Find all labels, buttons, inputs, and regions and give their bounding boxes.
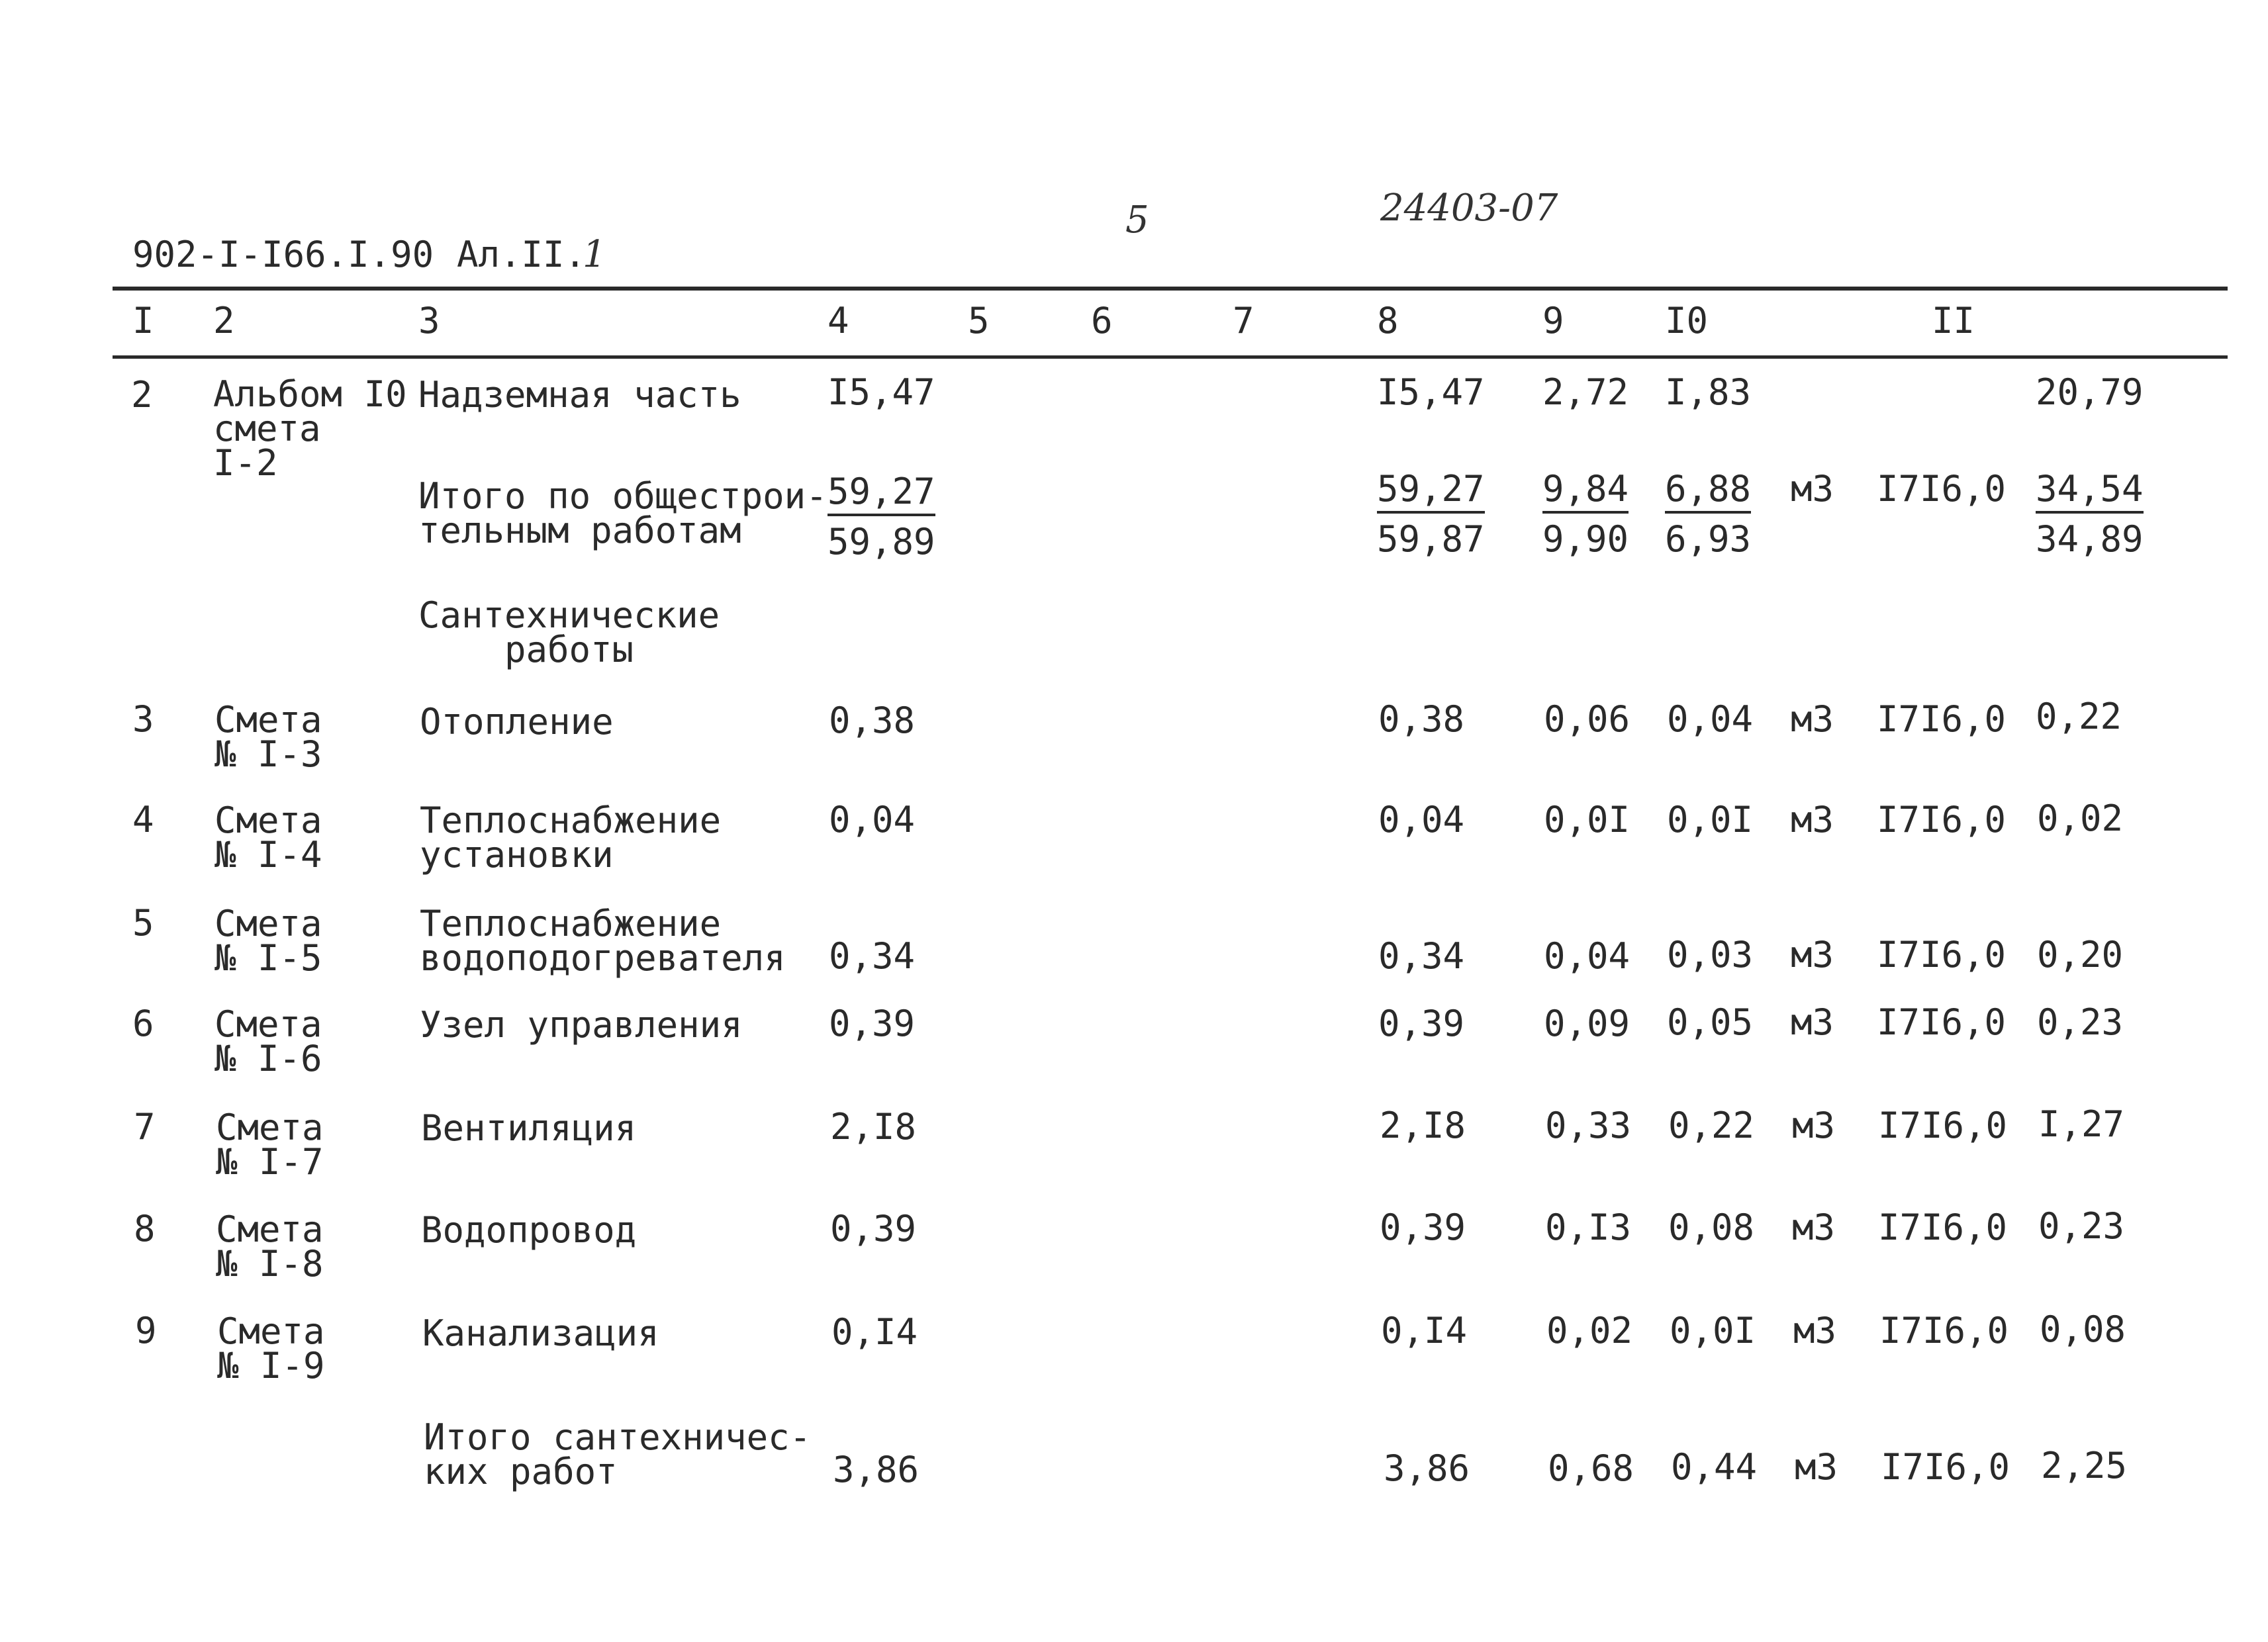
row-unit: м3: [1791, 799, 1834, 841]
row-total-value: I,27: [2038, 1103, 2125, 1145]
row-col4-value: 0,39: [830, 1208, 917, 1250]
row-unit: м3: [1792, 1207, 1836, 1248]
subtotal-unit: м3: [1795, 1446, 1838, 1488]
document-stamp-number: 24403-07: [1380, 187, 1558, 230]
column-header-7: 7: [1233, 300, 1254, 342]
row-col4-value: I5,47: [827, 371, 935, 413]
row-total-value: 0,22: [2036, 696, 2122, 737]
row-col10-value: 0,0I: [1667, 799, 1754, 841]
row-document: Смета № I-8: [216, 1209, 324, 1285]
row-col4-value: 0,34: [829, 935, 916, 977]
row-number: 6: [132, 1003, 154, 1044]
row-name: Канализация: [422, 1312, 659, 1354]
column-header-1: I: [132, 300, 154, 342]
column-header-6: 6: [1091, 300, 1113, 342]
row-col8-value: 2,I8: [1380, 1105, 1466, 1146]
row-unit: м3: [1791, 934, 1834, 976]
row-col4-value: 0,I4: [831, 1311, 918, 1353]
page-number: 5: [1125, 199, 1149, 242]
table-header-rule: [113, 355, 2228, 359]
column-header-5: 5: [968, 300, 990, 342]
subtotal-col10: 6,88 6,93: [1665, 468, 1752, 560]
column-header-10: I0: [1665, 300, 1709, 342]
row-quantity: I7I6,0: [1877, 799, 2007, 841]
column-header-3: 3: [418, 300, 440, 342]
subtotal-col8: 3,86: [1384, 1447, 1470, 1489]
row-unit: м3: [1791, 1001, 1834, 1043]
row-unit: м3: [1793, 1310, 1837, 1351]
document-code: 902-I-I66.I.90: [132, 234, 434, 275]
subtotal-unit: м3: [1791, 468, 1834, 510]
column-header-8: 8: [1377, 300, 1399, 342]
subtotal-quantity: I7I6,0: [1881, 1446, 2010, 1488]
column-header-4: 4: [827, 300, 849, 342]
row-col9-value: 0,33: [1545, 1105, 1632, 1146]
row-name: Надземная часть: [418, 374, 741, 416]
row-col8-value: 0,04: [1378, 799, 1465, 841]
row-number: 5: [132, 902, 154, 944]
row-unit: м3: [1792, 1105, 1836, 1146]
row-document: Смета № I-9: [217, 1310, 325, 1387]
row-total-value: 0,02: [2037, 798, 2124, 839]
row-document: Альбом I0 смета I-2: [213, 373, 407, 484]
row-name: Теплоснабжение установки: [420, 799, 722, 876]
table-top-rule: [113, 287, 2228, 291]
row-col9-value: 0,I3: [1545, 1207, 1632, 1248]
row-document: Смета № I-6: [214, 1003, 322, 1079]
subtotal-quantity: I7I6,0: [1877, 468, 2007, 510]
subtotal-total: 2,25: [2041, 1445, 2128, 1486]
row-col8-value: 0,38: [1378, 698, 1465, 740]
subtotal-col9: 0,68: [1548, 1447, 1634, 1489]
subtotal-label: Итого по общестрои- тельным работам: [418, 475, 827, 551]
row-col4-value: 0,39: [829, 1003, 916, 1044]
row-name: Теплоснабжение водоподогревателя: [420, 903, 786, 979]
row-name: Отопление: [420, 701, 614, 743]
row-quantity: I7I6,0: [1879, 1310, 2009, 1351]
row-col10-value: I,83: [1665, 371, 1752, 413]
subtotal-col4: 3,86: [833, 1449, 920, 1490]
column-header-11: II: [1932, 300, 1975, 342]
row-col9-value: 0,04: [1544, 935, 1630, 977]
column-header-9: 9: [1542, 300, 1564, 342]
row-col10-value: 0,03: [1667, 934, 1754, 976]
row-col10-value: 0,22: [1668, 1105, 1755, 1146]
row-col8-value: 0,39: [1380, 1207, 1466, 1248]
row-number: 2: [131, 374, 153, 416]
row-col8-value: 0,I4: [1381, 1310, 1468, 1351]
row-col10-value: 0,0I: [1670, 1310, 1756, 1351]
row-col9-value: 0,09: [1544, 1003, 1630, 1044]
subtotal-total: 34,54 34,89: [2036, 468, 2144, 560]
row-quantity: I7I6,0: [1877, 698, 2007, 740]
row-number: 4: [132, 799, 154, 841]
row-total-value: 0,08: [2040, 1308, 2126, 1350]
row-document: Смета № I-3: [214, 699, 322, 775]
row-name: Водопровод: [421, 1209, 637, 1251]
row-document: Смета № I-7: [216, 1107, 324, 1183]
row-col9-value: 0,0I: [1544, 799, 1630, 841]
row-col10-value: 0,05: [1667, 1001, 1754, 1043]
row-col9-value: 2,72: [1542, 371, 1629, 413]
row-col4-value: 2,I8: [830, 1106, 917, 1148]
row-col10-value: 0,04: [1667, 698, 1754, 740]
row-col8-value: 0,39: [1378, 1003, 1465, 1044]
row-col9-value: 0,06: [1544, 698, 1630, 740]
row-quantity: I7I6,0: [1877, 934, 2007, 976]
row-name: Узел управления: [420, 1004, 743, 1046]
album-handwritten-number: 1: [583, 233, 606, 276]
row-number: 9: [135, 1310, 157, 1351]
row-total-value: 0,20: [2037, 934, 2124, 976]
column-header-2: 2: [213, 300, 235, 342]
album-reference: Ал.II.: [457, 234, 587, 275]
subtotal-col9: 9,84 9,90: [1542, 468, 1629, 560]
row-number: 3: [132, 698, 154, 740]
row-number: 7: [134, 1106, 156, 1148]
row-quantity: I7I6,0: [1878, 1207, 2008, 1248]
row-name: Вентиляция: [421, 1107, 637, 1149]
row-total-value: 20,79: [2036, 371, 2144, 413]
section-heading: Сантехнические работы: [418, 594, 720, 670]
row-total-value: 0,23: [2037, 1001, 2124, 1043]
subtotal-col10: 0,44: [1671, 1446, 1758, 1488]
row-unit: м3: [1791, 698, 1834, 740]
row-quantity: I7I6,0: [1877, 1001, 2007, 1043]
row-quantity: I7I6,0: [1878, 1105, 2008, 1146]
row-col9-value: 0,02: [1546, 1310, 1633, 1351]
row-col8-value: I5,47: [1377, 371, 1485, 413]
row-col10-value: 0,08: [1668, 1207, 1755, 1248]
subtotal-label: Итого сантехничес- ких работ: [424, 1416, 812, 1492]
row-document: Смета № I-5: [214, 903, 322, 979]
row-col8-value: 0,34: [1378, 935, 1465, 977]
row-total-value: 0,23: [2038, 1205, 2125, 1247]
subtotal-col8: 59,27 59,87: [1377, 468, 1485, 560]
row-number: 8: [134, 1208, 156, 1250]
row-col4-value: 0,04: [829, 799, 916, 841]
row-col4-value: 0,38: [829, 700, 916, 741]
subtotal-col4: 59,27 59,89: [827, 471, 935, 563]
row-document: Смета № I-4: [214, 799, 322, 876]
